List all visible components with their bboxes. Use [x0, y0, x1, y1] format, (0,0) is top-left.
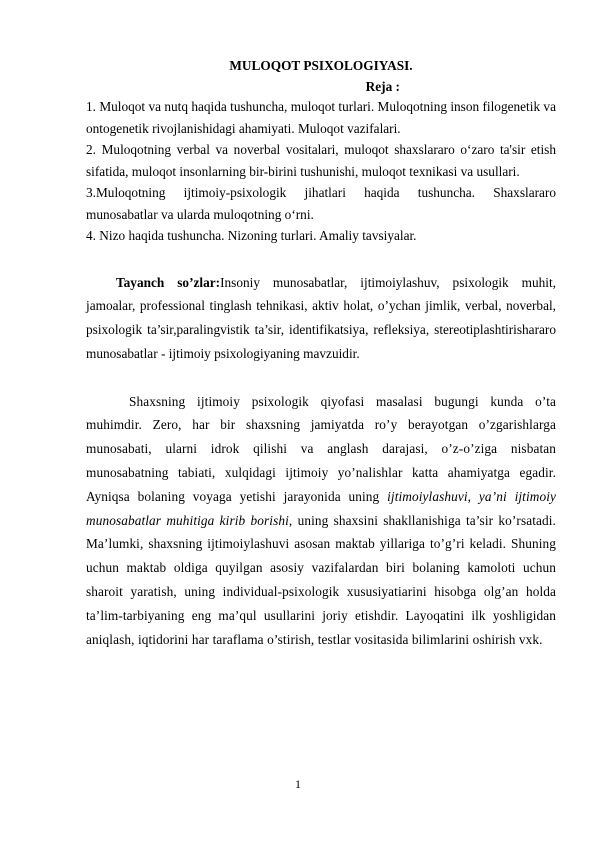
plan-item-2: 2. Muloqotning verbal va noverbal vositalari, muloqot shaxslararo o‘zaro ta'sir etish sifatida, muloqot insonlarning bir-birini tushunishi, muloqot texnikasi va usullari. [86, 142, 556, 179]
keywords-label: Tayanch so’zlar: [116, 274, 221, 290]
spacer [86, 247, 556, 271]
keywords-text: Insoniy munosabatlar, ijtimoiylashuv, psixologik muhit, jamoalar, professional tinglash tehnikasi, aktiv holat, o’ychan jimlik, verbal, noverbal, psixologik ta’sir,paralingvistik ta’sir, identifikatsiya, refleksiya, stereotiplashtirishararo munosabatlar - ijtimoiy psixologiyaning mavzuidir. [86, 274, 557, 361]
plan-list [86, 96, 556, 247]
body-paragraph [86, 390, 556, 652]
plan-item-4: 4. Nizo haqida tushuncha. Nizoning turlari. Amaliy tavsiyalar. [86, 228, 417, 243]
page-title: MULOQOT PSIXOLOGIYASI. [229, 58, 413, 73]
body-italic-phrase: ya’ni ijtimoiy munosabatlar muhitiga kirib borishi, [86, 488, 556, 528]
keywords-paragraph [86, 271, 556, 366]
page-number: 1 [295, 777, 301, 791]
body-text-part1: Shaxsning ijtimoiy psixologik qiyofasi masalasi bugungi kunda o’ta muhimdir. Zero, har bir shaxsning jamiyatda ro’y berayotgan o’zgarishlarga munosabati, ularni idrok qilishi va anglash darajasi, o’z-o’ziga nisbatan munosabatning tabiati, xulqidagi ijtimoiy yo’nalishlar katta ahamiyatga egadir. Ayniqsa bolaning voyaga yetishi jarayonida uning [86, 393, 556, 504]
plan-heading: Reja : [365, 79, 400, 94]
body-italic-term: ijtimoiylashuvi [387, 488, 468, 504]
document-page [86, 56, 556, 651]
body-text-part3: uning shaxsini shakllanishiga ta’sir ko’rsatadi. Ma’lumki, shaxsning ijtimoiylashuvi asosan maktab yillariga to’g’ri keladi. Shuning uchun maktab oldiga quyilgan asosiy vazifalardan biri bolaning kamoloti uchun sharoit yaratish, uning individual-psixologik xususiyatiarini hisobga olg’an holda ta’lim-tarbiyaning eng ma’qul usullarini joriy etishdir. Layoqatini ilk yoshligidan aniqlash, iqtidorini har taraflama o’stirish, testlar vositasida bilimlarini oshirish vxk. [86, 512, 556, 647]
body-text-part2: , [467, 488, 479, 504]
plan-item-3: 3.Muloqotning ijtimoiy-psixologik jihatlari haqida tushuncha. Shaxslararo munosabatlar va ularda muloqotning o‘rni. [86, 185, 556, 222]
spacer [86, 366, 556, 390]
plan-item-1: 1. Muloqot va nutq haqida tushuncha, muloqot turlari. Muloqotning inson filogenetik va ontogenetik rivojlanishidagi ahamiyati. Muloqot vazifalari. [86, 99, 556, 136]
